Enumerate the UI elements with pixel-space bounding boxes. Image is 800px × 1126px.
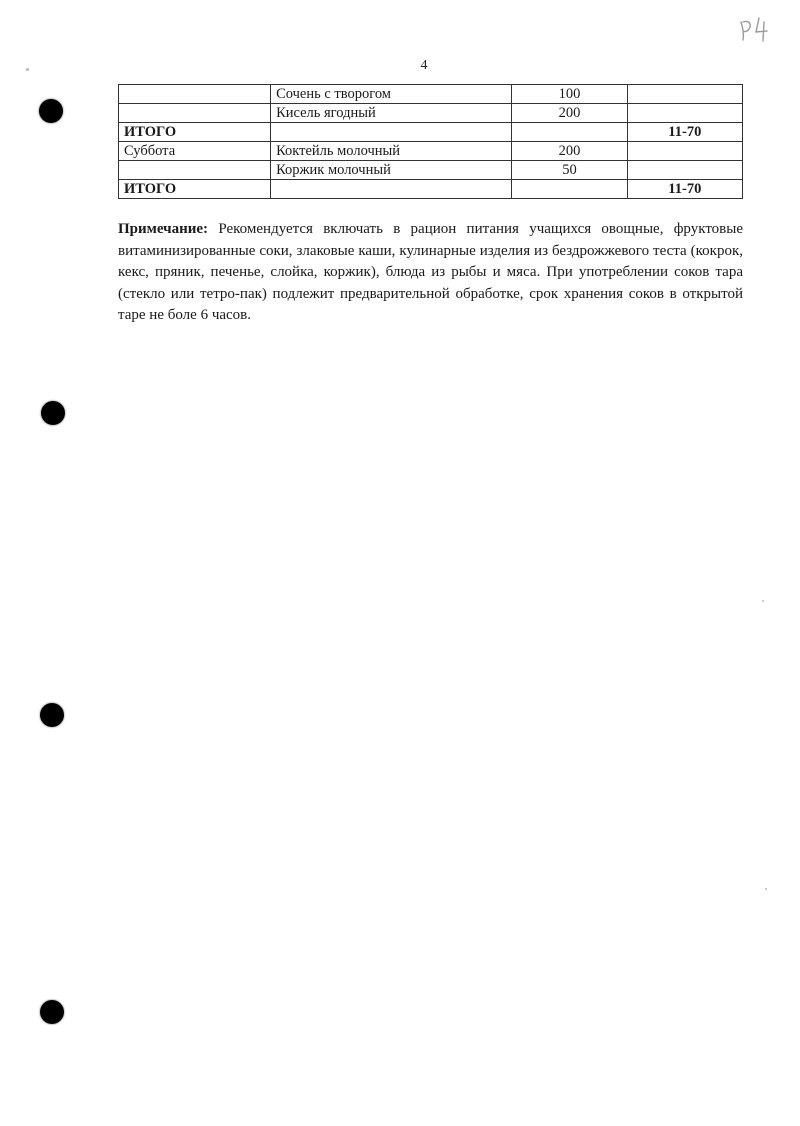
dish-cell: Коржик молочный (271, 161, 512, 180)
menu-table-body (119, 85, 743, 199)
weight-cell (512, 180, 627, 199)
total-label-cell: ИТОГО (119, 123, 271, 142)
menu-table (118, 84, 743, 199)
table-row (119, 104, 743, 123)
total-row (119, 123, 743, 142)
table-row (119, 142, 743, 161)
punch-hole (40, 1000, 64, 1024)
weight-cell (512, 123, 627, 142)
page-number: 4 (420, 58, 428, 73)
day-cell (119, 104, 271, 123)
punch-hole (39, 99, 63, 123)
total-label-cell: ИТОГО (119, 180, 271, 199)
dish-cell: Сочень с творогом (271, 85, 512, 104)
weight-cell: 200 (512, 104, 627, 123)
scan-speck (762, 600, 764, 602)
price-cell (627, 104, 742, 123)
price-cell (627, 161, 742, 180)
dish-cell (271, 123, 512, 142)
dish-cell: Коктейль молочный (271, 142, 512, 161)
note-text: Рекомендуется включать в рацион питания учащихся овощные, фруктовые витаминизированные соки, злаковые каши, кулинарные изделия из бездрожжевого теста (кокрок, кекс, пряник, печенье, слойка, коржик), блюда из рыбы и мяса. При употреблении соков тара (стекло или тетро-пак) подлежит предварительной обработке, срок хранения соков в открытой таре не боле 6 часов. (118, 221, 743, 323)
scan-speck (765, 888, 767, 890)
table-row (119, 161, 743, 180)
weight-cell: 200 (512, 142, 627, 161)
dish-cell: Кисель ягодный (271, 104, 512, 123)
weight-cell: 100 (512, 85, 627, 104)
note-label: Примечание: (118, 221, 209, 237)
table-row (119, 85, 743, 104)
price-cell (627, 142, 742, 161)
punch-hole (40, 703, 64, 727)
punch-hole (41, 401, 65, 425)
weight-cell: 50 (512, 161, 627, 180)
day-cell (119, 161, 271, 180)
day-cell (119, 85, 271, 104)
handwritten-page-mark (735, 8, 779, 48)
note-paragraph (118, 219, 743, 327)
total-row (119, 180, 743, 199)
day-cell: Суббота (119, 142, 271, 161)
dish-cell (271, 180, 512, 199)
price-cell: 11-70 (627, 180, 742, 199)
price-cell: 11-70 (627, 123, 742, 142)
price-cell (627, 85, 742, 104)
